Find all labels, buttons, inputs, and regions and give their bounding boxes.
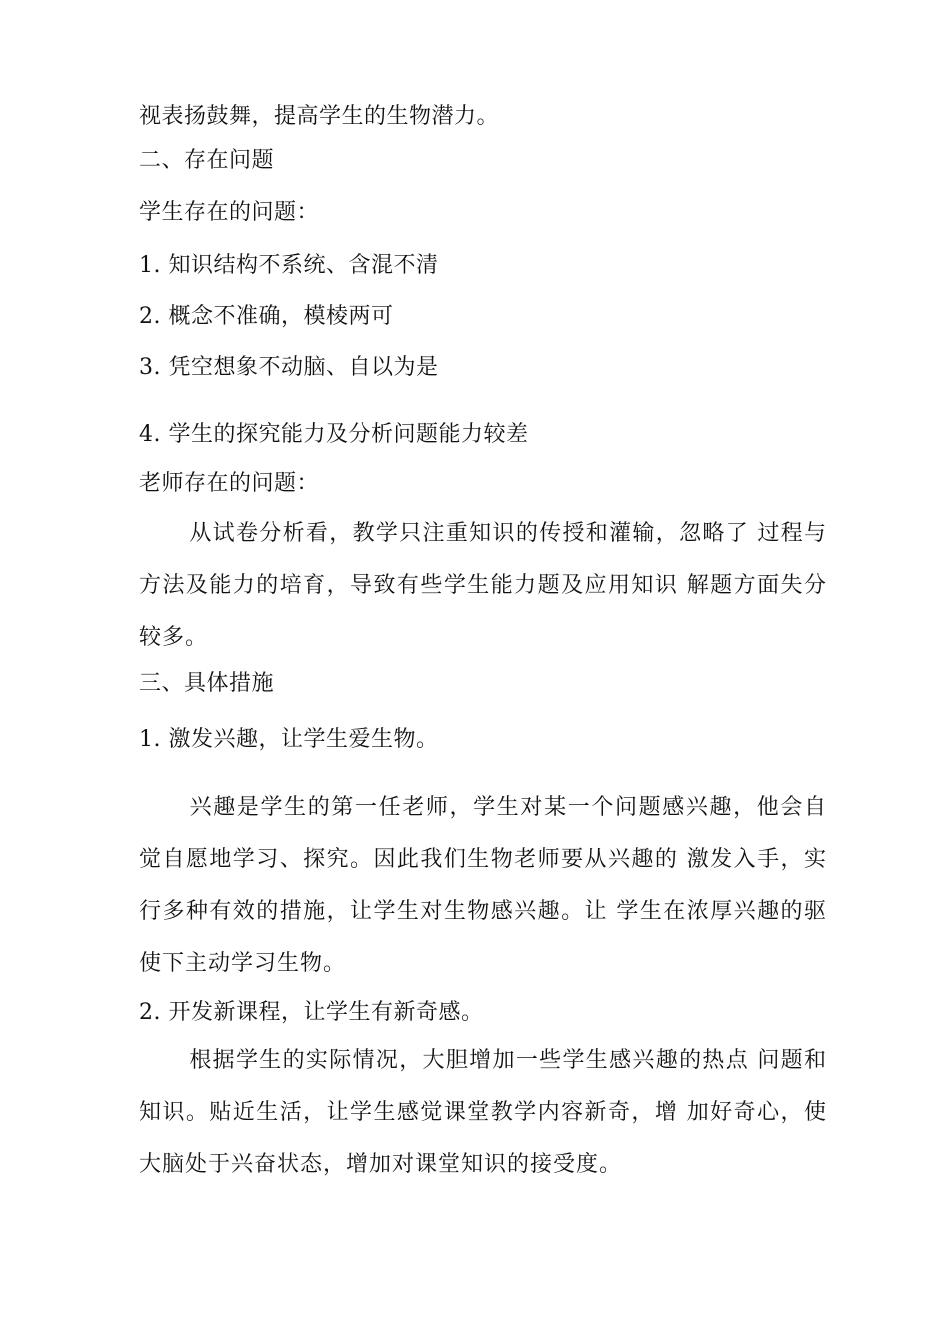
student-problem-item: 2. 概念不准确，模棱两可 <box>139 304 394 329</box>
students-problems-label: 学生存在的问题： <box>139 200 320 225</box>
teacher-problems-paragraph <box>139 508 827 664</box>
measure-1-text: 兴趣是学生的第一任老师，学生对某一个问题感兴趣，他会自觉自愿地学习、探究。因此我们生物老师要从兴趣的 激发入手，实行多种有效的措施，让学生对生物感兴趣。让 学生在浓厚兴趣的驱使下主动学习生物。 <box>139 795 827 976</box>
student-problem-item: 1. 知识结构不系统、含混不清 <box>139 253 439 278</box>
measure-2-text: 根据学生的实际情况，大胆增加一些学生感兴趣的热点 问题和知识。贴近生活，让学生感觉课堂教学内容新奇，增 加好奇心，使大脑处于兴奋状态，增加对课堂知识的接受度。 <box>139 1048 827 1177</box>
student-problem-item: 4. 学生的探究能力及分析问题能力较差 <box>139 422 529 447</box>
measure-1-paragraph <box>139 782 827 990</box>
student-problem-item: 3. 凭空想象不动脑、自以为是 <box>139 355 439 380</box>
section-heading-measures: 三、具体措施 <box>139 671 275 696</box>
measure-1-title: 1. 激发兴趣，让学生爱生物。 <box>139 727 439 752</box>
measure-2-paragraph <box>139 1035 827 1191</box>
section-heading-problems: 二、存在问题 <box>139 148 275 173</box>
teacher-problems-label: 老师存在的问题： <box>139 471 320 496</box>
intro-line: 视表扬鼓舞，提高学生的生物潜力。 <box>139 104 500 129</box>
measure-2-title: 2. 开发新课程，让学生有新奇感。 <box>139 1000 484 1025</box>
teacher-problems-text: 从试卷分析看，教学只注重知识的传授和灌输，忽略了 过程与方法及能力的培育，导致有些学生能力题及应用知识 解题方面失分较多。 <box>139 521 827 650</box>
